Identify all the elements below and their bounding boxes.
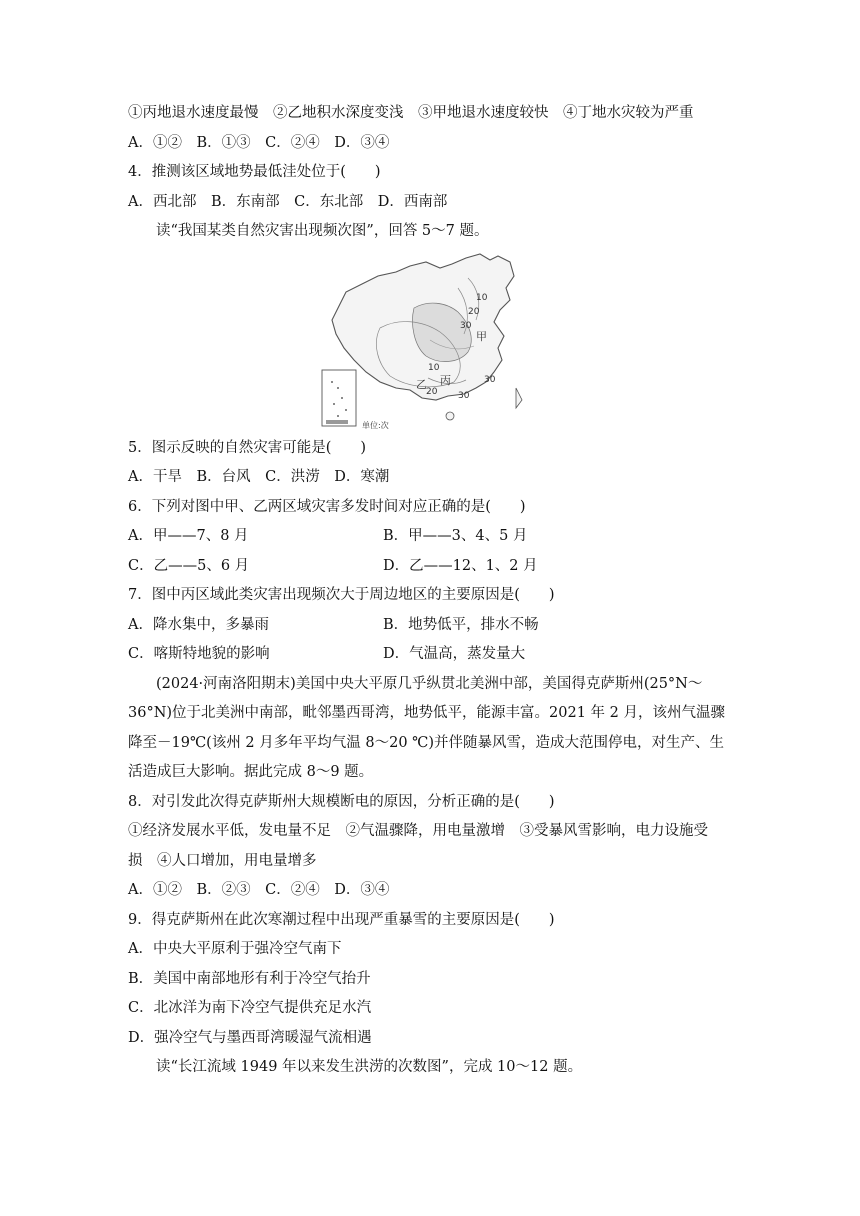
map-unit-label: 单位:次 — [362, 421, 389, 430]
passage-8-9-line2: 36°N)位于北美洲中南部，毗邻墨西哥湾，地势低平，能源丰富。2021 年 2 月，该州气温骤 — [128, 705, 725, 721]
disaster-frequency-map — [318, 248, 542, 434]
china-map-figure — [318, 248, 542, 434]
q9-option-d: D．强冷空气与墨西哥湾暖湿气流相遇 — [128, 1030, 372, 1046]
label-30-north: 30 — [460, 321, 472, 331]
question-7: 7．图中丙区域此类灾害出现频次大于周边地区的主要原因是( ) — [128, 587, 555, 603]
question-9: 9．得克萨斯州在此次寒潮过程中出现严重暴雪的主要原因是( ) — [128, 912, 555, 928]
label-10-south: 10 — [428, 363, 440, 373]
label-20-south: 20 — [426, 387, 438, 397]
q9-option-c: C．北冰洋为南下冷空气提供充足水汽 — [128, 1000, 372, 1016]
intro-5-7: 读“我国某类自然灾害出现频次图”，回答 5～7 题。 — [156, 223, 489, 239]
q8-statements-line1: ①经济发展水平低，发电量不足 ②气温骤降，用电量激增 ③受暴风雪影响，电力设施受 — [128, 823, 708, 839]
question-5: 5．图示反映的自然灾害可能是( ) — [128, 440, 367, 456]
passage-8-9-line1: (2024·河南洛阳期末)美国中央大平原几乎纵贯北美洲中部，美国得克萨斯州(25°N～ — [156, 676, 703, 692]
q3-answer-options: A．①② B．①③ C．②④ D．③④ — [128, 135, 390, 151]
q8-answer-options: A．①② B．②③ C．②④ D．③④ — [128, 882, 390, 898]
q7-option-a: A．降水集中，多暴雨 — [128, 617, 269, 633]
island-south — [446, 412, 454, 420]
q5-answer-options: A．干旱 B．台风 C．洪涝 D．寒潮 — [128, 469, 390, 485]
q6-option-a: A．甲——7、8 月 — [128, 528, 249, 544]
label-20-north: 20 — [468, 307, 480, 317]
q7-option-b: B．地势低平，排水不畅 — [383, 617, 539, 633]
q6-option-b: B．甲——3、4、5 月 — [383, 528, 528, 544]
passage-8-9-line3: 降至－19℃(该州 2 月多年平均气温 8～20 ℃)并伴随暴风雪，造成大范围停电，对生产、生 — [128, 735, 725, 751]
inset-scale-bar — [326, 420, 348, 424]
passage-8-9-line4: 活造成巨大影响。据此完成 8～9 题。 — [128, 764, 374, 780]
q7-option-d: D．气温高，蒸发量大 — [383, 646, 526, 662]
label-bing: 丙 — [440, 374, 451, 387]
label-yi: 乙 — [416, 378, 427, 391]
q7-option-c: C．喀斯特地貌的影响 — [128, 646, 270, 662]
south-china-sea-inset — [322, 370, 356, 426]
q6-option-d: D．乙——12、1、2 月 — [383, 558, 538, 574]
label-jia: 甲 — [476, 330, 487, 343]
q6-option-c: C．乙——5、6 月 — [128, 558, 250, 574]
label-30-east: 30 — [484, 375, 496, 385]
question-6: 6．下列对图中甲、乙两区域灾害多发时间对应正确的是( ) — [128, 499, 526, 515]
label-10-north: 10 — [476, 293, 488, 303]
q8-statements-line2: 损 ④人口增加，用电量增多 — [128, 853, 317, 869]
statement-options-line: ①丙地退水速度最慢 ②乙地积水深度变浅 ③甲地退水速度较快 ④丁地水灾较为严重 — [128, 105, 694, 121]
question-4: 4．推测该区域地势最低洼处位于( ) — [128, 164, 381, 180]
intro-10-12: 读“长江流域 1949 年以来发生洪涝的次数图”，完成 10～12 题。 — [156, 1059, 583, 1075]
q9-option-a: A．中央大平原利于强冷空气南下 — [128, 941, 342, 957]
label-30-south: 30 — [458, 391, 470, 401]
q4-answer-options: A．西北部 B．东南部 C．东北部 D．西南部 — [128, 194, 448, 210]
question-8: 8．对引发此次得克萨斯州大规模断电的原因，分析正确的是( ) — [128, 794, 555, 810]
q9-option-b: B．美国中南部地形有利于冷空气抬升 — [128, 971, 371, 987]
